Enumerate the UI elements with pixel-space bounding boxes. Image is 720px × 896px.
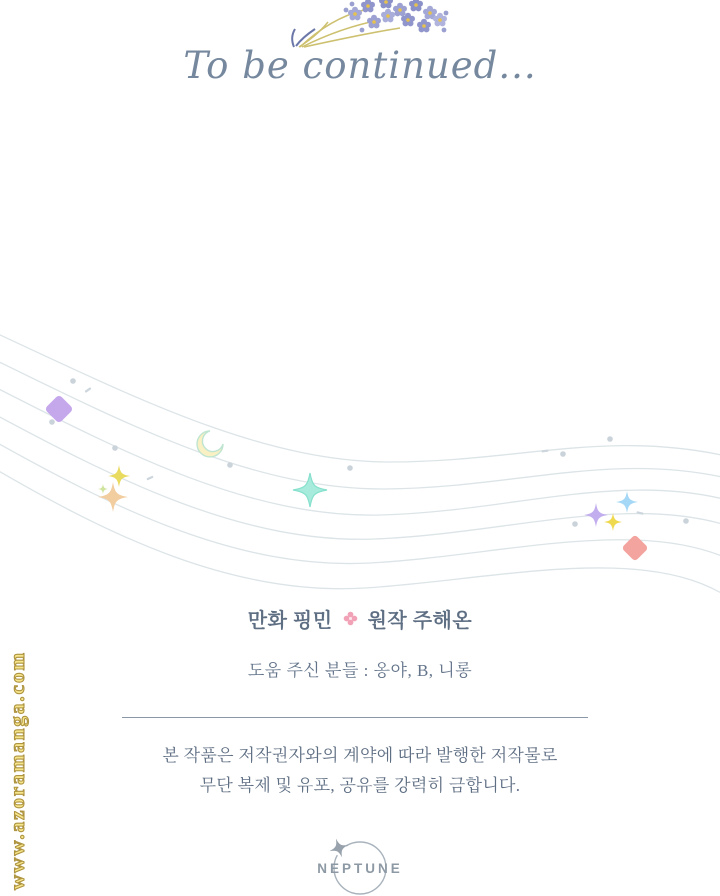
watermark-text: www.azoramanga.com (5, 651, 29, 890)
artist-credit: 만화 핑민 (247, 610, 333, 632)
staff-dash (146, 476, 153, 481)
staff-bead (572, 521, 578, 527)
publisher-name: NEPTUNE (317, 861, 403, 876)
staff-dash (85, 387, 92, 393)
copyright-line-1: 본 작품은 저작권자와의 계약에 따라 발행한 저작물로 (162, 746, 558, 765)
sparkle-purple-icon (584, 503, 608, 527)
staff-bead (227, 462, 233, 468)
staff-dash (541, 449, 548, 452)
to-be-continued-text: To be continued... (183, 44, 537, 87)
staff-bead (607, 436, 613, 442)
helpers-credit: 도움 주신 분들 : 옹야, B, 니롱 (247, 661, 473, 680)
sparkle-yellow-icon (108, 465, 130, 487)
sparkle-blue-icon (616, 491, 638, 513)
sparkle-gem-purple-icon (44, 394, 73, 423)
sparkle-gold-icon (604, 513, 622, 531)
sparkle-circle-icon (295, 838, 425, 896)
publisher-logo (0, 838, 720, 896)
staff-bead (347, 465, 353, 471)
staff-bead (112, 445, 118, 451)
staff-bead (683, 518, 689, 524)
flower-bouquet-illustration (282, 0, 452, 48)
credits-line (0, 604, 720, 633)
pink-flower-icon (342, 610, 359, 627)
staff-decorations (44, 378, 688, 561)
staff-bead (70, 378, 76, 384)
sparkle-gem-pink-icon (621, 534, 648, 561)
sparkle-peach-icon (98, 482, 128, 512)
crescent-moon-icon (194, 428, 226, 461)
sparkle-green-icon (98, 484, 108, 494)
staff-bead (49, 419, 55, 425)
author-credit: 원작 주해온 (367, 610, 473, 632)
copyright-notice (0, 741, 720, 801)
divider-line (122, 717, 588, 718)
copyright-line-2: 무단 복제 및 유포, 공유를 강력히 금합니다. (199, 776, 521, 795)
staff-lines (0, 328, 720, 602)
staff-dash (636, 511, 643, 515)
staff-bead (560, 451, 566, 457)
sparkle-teal-icon (293, 473, 327, 507)
flower-blossoms (344, 0, 449, 32)
